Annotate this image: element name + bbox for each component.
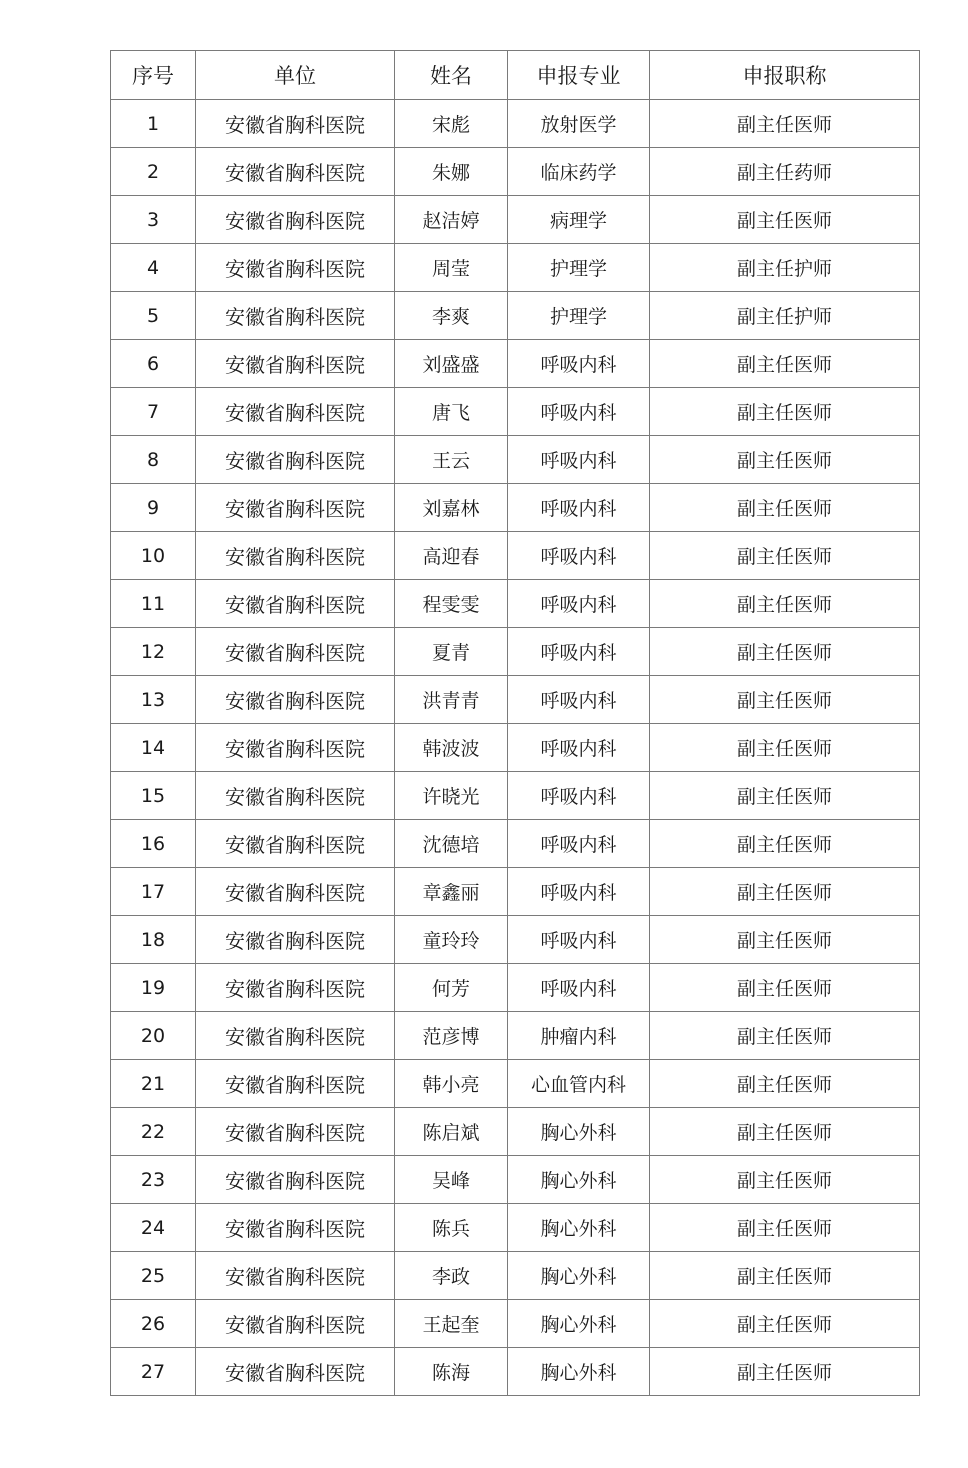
cell-title: 副主任护师 bbox=[650, 292, 920, 340]
cell-title: 副主任医师 bbox=[650, 436, 920, 484]
header-name: 姓名 bbox=[395, 51, 508, 100]
cell-title: 副主任护师 bbox=[650, 244, 920, 292]
cell-serial-number: 18 bbox=[111, 916, 196, 964]
table-row bbox=[111, 772, 920, 820]
table-row bbox=[111, 1348, 920, 1396]
table-row bbox=[111, 148, 920, 196]
table-row bbox=[111, 1060, 920, 1108]
cell-major: 呼吸内科 bbox=[508, 820, 650, 868]
table-row bbox=[111, 1012, 920, 1060]
cell-unit: 安徽省胸科医院 bbox=[196, 484, 395, 532]
cell-title: 副主任医师 bbox=[650, 868, 920, 916]
table-row bbox=[111, 196, 920, 244]
cell-title: 副主任医师 bbox=[650, 1252, 920, 1300]
table-header bbox=[111, 51, 920, 100]
cell-unit: 安徽省胸科医院 bbox=[196, 964, 395, 1012]
cell-title: 副主任医师 bbox=[650, 916, 920, 964]
cell-serial-number: 26 bbox=[111, 1300, 196, 1348]
cell-serial-number: 1 bbox=[111, 100, 196, 148]
cell-title: 副主任医师 bbox=[650, 1012, 920, 1060]
cell-major: 胸心外科 bbox=[508, 1108, 650, 1156]
cell-unit: 安徽省胸科医院 bbox=[196, 580, 395, 628]
cell-unit: 安徽省胸科医院 bbox=[196, 868, 395, 916]
cell-serial-number: 15 bbox=[111, 772, 196, 820]
cell-major: 胸心外科 bbox=[508, 1252, 650, 1300]
cell-serial-number: 8 bbox=[111, 436, 196, 484]
cell-unit: 安徽省胸科医院 bbox=[196, 676, 395, 724]
cell-name: 夏青 bbox=[395, 628, 508, 676]
cell-serial-number: 20 bbox=[111, 1012, 196, 1060]
table-row bbox=[111, 1108, 920, 1156]
cell-major: 呼吸内科 bbox=[508, 676, 650, 724]
cell-major: 呼吸内科 bbox=[508, 436, 650, 484]
cell-unit: 安徽省胸科医院 bbox=[196, 1156, 395, 1204]
cell-title: 副主任医师 bbox=[650, 676, 920, 724]
cell-title: 副主任医师 bbox=[650, 628, 920, 676]
table-row bbox=[111, 628, 920, 676]
cell-serial-number: 11 bbox=[111, 580, 196, 628]
cell-major: 呼吸内科 bbox=[508, 868, 650, 916]
cell-unit: 安徽省胸科医院 bbox=[196, 1252, 395, 1300]
cell-unit: 安徽省胸科医院 bbox=[196, 1108, 395, 1156]
table-row bbox=[111, 292, 920, 340]
table-row bbox=[111, 340, 920, 388]
cell-name: 李政 bbox=[395, 1252, 508, 1300]
cell-serial-number: 13 bbox=[111, 676, 196, 724]
cell-title: 副主任医师 bbox=[650, 580, 920, 628]
cell-major: 病理学 bbox=[508, 196, 650, 244]
cell-title: 副主任医师 bbox=[650, 532, 920, 580]
header-unit: 单位 bbox=[196, 51, 395, 100]
cell-major: 护理学 bbox=[508, 292, 650, 340]
table-row bbox=[111, 916, 920, 964]
table-row bbox=[111, 820, 920, 868]
cell-title: 副主任药师 bbox=[650, 148, 920, 196]
cell-unit: 安徽省胸科医院 bbox=[196, 1204, 395, 1252]
cell-major: 胸心外科 bbox=[508, 1348, 650, 1396]
cell-name: 赵洁婷 bbox=[395, 196, 508, 244]
cell-unit: 安徽省胸科医院 bbox=[196, 388, 395, 436]
cell-title: 副主任医师 bbox=[650, 772, 920, 820]
cell-name: 高迎春 bbox=[395, 532, 508, 580]
table-row bbox=[111, 676, 920, 724]
table-row bbox=[111, 964, 920, 1012]
cell-name: 王起奎 bbox=[395, 1300, 508, 1348]
cell-name: 陈兵 bbox=[395, 1204, 508, 1252]
table-row bbox=[111, 532, 920, 580]
cell-major: 护理学 bbox=[508, 244, 650, 292]
cell-title: 副主任医师 bbox=[650, 1156, 920, 1204]
cell-major: 呼吸内科 bbox=[508, 724, 650, 772]
cell-title: 副主任医师 bbox=[650, 1348, 920, 1396]
cell-title: 副主任医师 bbox=[650, 724, 920, 772]
cell-name: 许晓光 bbox=[395, 772, 508, 820]
cell-serial-number: 16 bbox=[111, 820, 196, 868]
table-row bbox=[111, 1204, 920, 1252]
cell-major: 呼吸内科 bbox=[508, 580, 650, 628]
cell-unit: 安徽省胸科医院 bbox=[196, 436, 395, 484]
table-row bbox=[111, 484, 920, 532]
cell-unit: 安徽省胸科医院 bbox=[196, 1348, 395, 1396]
cell-name: 宋彪 bbox=[395, 100, 508, 148]
cell-major: 胸心外科 bbox=[508, 1156, 650, 1204]
cell-major: 呼吸内科 bbox=[508, 484, 650, 532]
table-body bbox=[111, 100, 920, 1396]
cell-name: 童玲玲 bbox=[395, 916, 508, 964]
cell-serial-number: 24 bbox=[111, 1204, 196, 1252]
cell-title: 副主任医师 bbox=[650, 196, 920, 244]
cell-unit: 安徽省胸科医院 bbox=[196, 148, 395, 196]
cell-major: 呼吸内科 bbox=[508, 388, 650, 436]
cell-major: 呼吸内科 bbox=[508, 532, 650, 580]
cell-serial-number: 2 bbox=[111, 148, 196, 196]
header-title: 申报职称 bbox=[650, 51, 920, 100]
cell-title: 副主任医师 bbox=[650, 484, 920, 532]
cell-name: 陈启斌 bbox=[395, 1108, 508, 1156]
cell-major: 呼吸内科 bbox=[508, 340, 650, 388]
cell-name: 沈德培 bbox=[395, 820, 508, 868]
cell-name: 程雯雯 bbox=[395, 580, 508, 628]
cell-serial-number: 4 bbox=[111, 244, 196, 292]
cell-serial-number: 10 bbox=[111, 532, 196, 580]
cell-serial-number: 7 bbox=[111, 388, 196, 436]
table-row bbox=[111, 724, 920, 772]
table-row bbox=[111, 1156, 920, 1204]
cell-title: 副主任医师 bbox=[650, 1060, 920, 1108]
cell-name: 韩波波 bbox=[395, 724, 508, 772]
cell-unit: 安徽省胸科医院 bbox=[196, 292, 395, 340]
cell-unit: 安徽省胸科医院 bbox=[196, 1300, 395, 1348]
cell-unit: 安徽省胸科医院 bbox=[196, 1012, 395, 1060]
cell-serial-number: 27 bbox=[111, 1348, 196, 1396]
cell-name: 周莹 bbox=[395, 244, 508, 292]
cell-title: 副主任医师 bbox=[650, 1204, 920, 1252]
cell-serial-number: 14 bbox=[111, 724, 196, 772]
cell-unit: 安徽省胸科医院 bbox=[196, 916, 395, 964]
cell-serial-number: 5 bbox=[111, 292, 196, 340]
cell-unit: 安徽省胸科医院 bbox=[196, 100, 395, 148]
cell-name: 范彦博 bbox=[395, 1012, 508, 1060]
cell-name: 韩小亮 bbox=[395, 1060, 508, 1108]
table-row bbox=[111, 436, 920, 484]
cell-serial-number: 19 bbox=[111, 964, 196, 1012]
cell-title: 副主任医师 bbox=[650, 820, 920, 868]
header-serial-number: 序号 bbox=[111, 51, 196, 100]
cell-major: 肿瘤内科 bbox=[508, 1012, 650, 1060]
cell-major: 胸心外科 bbox=[508, 1300, 650, 1348]
table-row bbox=[111, 388, 920, 436]
cell-serial-number: 9 bbox=[111, 484, 196, 532]
header-major: 申报专业 bbox=[508, 51, 650, 100]
table-row bbox=[111, 1300, 920, 1348]
cell-title: 副主任医师 bbox=[650, 388, 920, 436]
cell-serial-number: 21 bbox=[111, 1060, 196, 1108]
cell-major: 放射医学 bbox=[508, 100, 650, 148]
cell-major: 呼吸内科 bbox=[508, 964, 650, 1012]
table-row bbox=[111, 1252, 920, 1300]
header-row bbox=[111, 51, 920, 100]
cell-major: 临床药学 bbox=[508, 148, 650, 196]
cell-major: 呼吸内科 bbox=[508, 772, 650, 820]
cell-title: 副主任医师 bbox=[650, 1108, 920, 1156]
cell-unit: 安徽省胸科医院 bbox=[196, 196, 395, 244]
cell-serial-number: 6 bbox=[111, 340, 196, 388]
cell-name: 陈海 bbox=[395, 1348, 508, 1396]
cell-title: 副主任医师 bbox=[650, 100, 920, 148]
cell-name: 吴峰 bbox=[395, 1156, 508, 1204]
cell-major: 心血管内科 bbox=[508, 1060, 650, 1108]
cell-name: 李爽 bbox=[395, 292, 508, 340]
cell-name: 朱娜 bbox=[395, 148, 508, 196]
cell-name: 洪青青 bbox=[395, 676, 508, 724]
cell-serial-number: 23 bbox=[111, 1156, 196, 1204]
cell-unit: 安徽省胸科医院 bbox=[196, 724, 395, 772]
cell-title: 副主任医师 bbox=[650, 1300, 920, 1348]
cell-title: 副主任医师 bbox=[650, 340, 920, 388]
cell-name: 刘盛盛 bbox=[395, 340, 508, 388]
table-row bbox=[111, 100, 920, 148]
cell-unit: 安徽省胸科医院 bbox=[196, 820, 395, 868]
cell-serial-number: 22 bbox=[111, 1108, 196, 1156]
cell-name: 唐飞 bbox=[395, 388, 508, 436]
cell-title: 副主任医师 bbox=[650, 964, 920, 1012]
cell-unit: 安徽省胸科医院 bbox=[196, 1060, 395, 1108]
cell-unit: 安徽省胸科医院 bbox=[196, 628, 395, 676]
cell-unit: 安徽省胸科医院 bbox=[196, 772, 395, 820]
cell-serial-number: 12 bbox=[111, 628, 196, 676]
roster-table bbox=[110, 50, 920, 1396]
cell-major: 呼吸内科 bbox=[508, 628, 650, 676]
cell-major: 呼吸内科 bbox=[508, 916, 650, 964]
cell-unit: 安徽省胸科医院 bbox=[196, 340, 395, 388]
cell-name: 王云 bbox=[395, 436, 508, 484]
cell-name: 刘嘉林 bbox=[395, 484, 508, 532]
cell-name: 何芳 bbox=[395, 964, 508, 1012]
cell-unit: 安徽省胸科医院 bbox=[196, 244, 395, 292]
cell-serial-number: 3 bbox=[111, 196, 196, 244]
cell-serial-number: 25 bbox=[111, 1252, 196, 1300]
cell-name: 章鑫丽 bbox=[395, 868, 508, 916]
cell-major: 胸心外科 bbox=[508, 1204, 650, 1252]
table-row bbox=[111, 580, 920, 628]
cell-serial-number: 17 bbox=[111, 868, 196, 916]
table-row bbox=[111, 244, 920, 292]
table-row bbox=[111, 868, 920, 916]
cell-unit: 安徽省胸科医院 bbox=[196, 532, 395, 580]
